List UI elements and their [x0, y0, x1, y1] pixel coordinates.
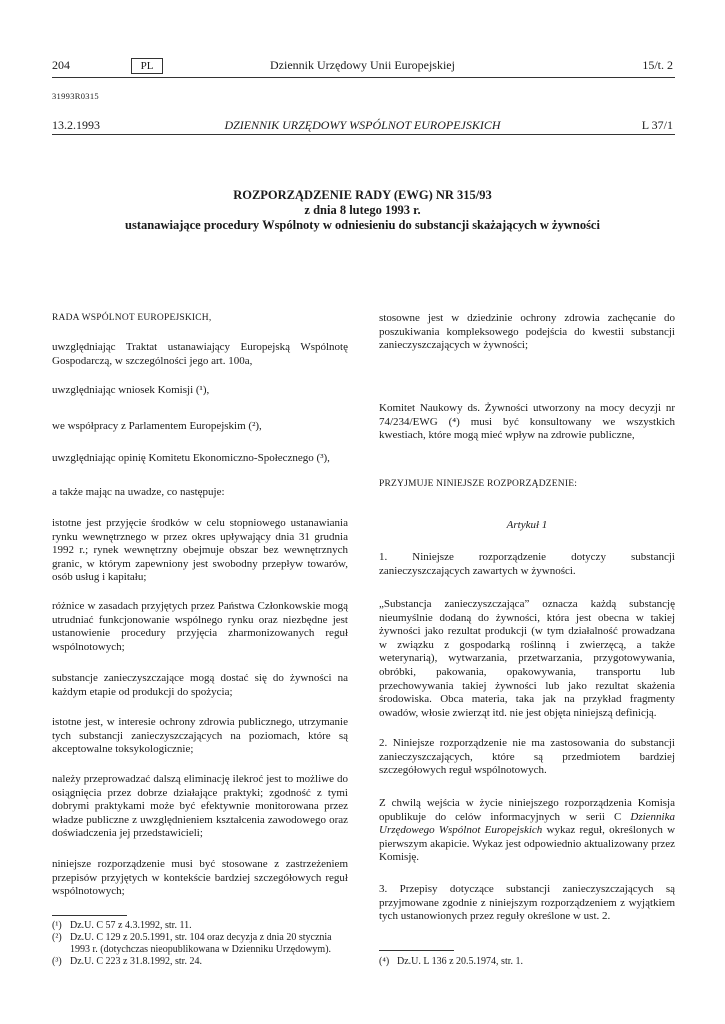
recital-public-health: istotne jest, w interesie ochrony zdrowia publicznego, utrzymanie tych substancji zanieczyszczających na poziomach, które są akceptowalne toksykologicznie; — [52, 716, 348, 756]
article-1-paragraph-2: 2. Niniejsze rozporządzenie nie ma zastosowania do substancji zanieczyszczających, które są przedmiotem bardziej szczegółowych reguł wspólnotowych. — [379, 737, 675, 777]
footnote-3: (³) Dz.U. C 223 z 31.8.1992, str. 24. — [52, 956, 202, 967]
left-footnote-separator — [52, 915, 127, 916]
footnote-1: (¹) Dz.U. C 57 z 4.3.1992, str. 11. — [52, 920, 192, 931]
publication-date: 13.2.1993 — [52, 118, 100, 132]
header-divider — [52, 77, 675, 78]
adopts-heading: PRZYJMUJE NINIEJSZE ROZPORZĄDZENIE: — [379, 479, 578, 489]
regulation-date: z dnia 8 lutego 1993 r. — [304, 203, 421, 217]
article-1-paragraph-3: 3. Przepisy dotyczące substancji zanieczyszczających są przyjmowane zgodnie z niniejszym rozporządzeniem z wyjątkiem tych ustanowionych przez reguły określone w ust. 2. — [379, 883, 675, 923]
celex-number: 31993R0315 — [52, 91, 99, 101]
right-footnote-separator — [379, 950, 454, 951]
recital-parliament: we współpracy z Parlamentem Europejskim (²), — [52, 420, 262, 432]
footnote-4: (⁴) Dz.U. L 136 z 20.5.1974, str. 1. — [379, 956, 524, 967]
council-heading: RADA WSPÓLNOT EUROPEJSKICH, — [52, 313, 212, 323]
oj-reference: L 37/1 — [641, 118, 673, 132]
recital-whereas: a także mając na uwadze, co następuje: — [52, 486, 225, 498]
journal-name-italic: Dziennika Urzędowego Wspólnot Europejskich — [379, 810, 675, 837]
volume-reference: 15/t. 2 — [642, 58, 673, 72]
article-1-heading: Artykuł 1 — [506, 519, 548, 531]
footnote-ref-4: (⁴) — [448, 415, 460, 428]
article-1-publication: Z chwilą wejścia w życie niniejszego rozporządzenia Komisja opublikuje do celów informacyjnych w serii C Dziennika Urzędowego Wspólnot Europejskich wykaz reguł, określonych w pierwszym akapicie. Wykaz jest odpowiednio aktualizowany przez Komisję. — [379, 797, 676, 864]
regulation-title: ROZPORZĄDZENIE RADY (EWG) NR 315/93 — [233, 188, 492, 202]
oj-journal-title: DZIENNIK URZĘDOWY WSPÓLNOT EUROPEJSKICH — [224, 118, 501, 132]
footnote-ref-2: (²) — [248, 420, 260, 432]
oj-header-divider — [52, 134, 675, 135]
journal-name: Dziennik Urzędowy Unii Europejskiej — [270, 58, 455, 72]
recital-scientific-committee: Komitet Naukowy ds. Żywności utworzony na mocy decyzji nr 74/234/EWG (⁴) musi być konsultowany we wszystkich kwestiach, które mogą mieć wpływ na zdrowie publiczne, — [379, 402, 676, 442]
article-1-paragraph-1: 1. Niniejsze rozporządzenie dotyczy substancji zanieczyszczających zawartych w żywności. — [379, 551, 675, 577]
recital-contaminants: substancje zanieczyszczające mogą dostać się do żywności na każdym etapie od produkcji do spożycia; — [52, 672, 348, 698]
footnote-ref-1: (¹) — [195, 384, 207, 396]
regulation-subject: ustanawiające procedury Wspólnoty w odniesieniu do substancji skażających w żywności — [125, 218, 600, 232]
recital-specific-rules: niniejsze rozporządzenie musi być stosowane z zastrzeżeniem przepisów przyjętych w kontekście bardziej szczegółowych reguł wspólnotowych; — [52, 858, 348, 898]
footnote-ref-3: (³) — [316, 452, 328, 464]
recital-holistic-approach: stosowne jest w dziedzinie ochrony zdrowia zachęcanie do poszukiwania kompleksowego podejścia do kwestii substancji zanieczyszczających w żywności; — [379, 312, 675, 352]
recital-commission: uwzględniając wniosek Komisji (¹), — [52, 384, 210, 396]
recital-internal-market: istotne jest przyjęcie środków w celu stopniowego ustanawiania rynku wewnętrznego w przez okres upływający dnia 31 grudnia 1992 r.; rynek wewnętrzny obejmuje obszar bez wewnętrznych granic, w którym zapewniony jest swobodny przepływ towarów, osób usług i kapitału; — [52, 517, 348, 584]
language-badge: PL — [131, 58, 163, 74]
recital-treaty: uwzględniając Traktat ustanawiający Europejską Wspólnotę Gospodarczą, w szczególności jego art. 100a, — [52, 341, 348, 367]
article-1-definition: „Substancja zanieczyszczająca” oznacza każdą substancję nieumyślnie dodaną do żywności, która jest obecna w takiej żywności jako rezultat produkcji (w tym działalność prowadzana w związku z gospodarką roślinną i zwierzęcą, a także weterynarią), wytwarzania, przetwarzania, przygotowywania, obróbki, pakowania, opakowywania, transportu lub przechowywania takiej żywności lub jako rezultat skażenia środowiska. Obca materia, taka jak na przykład fragmenty owadów, włosie zwierząt itd. nie jest objęta niniejszą definicją. — [379, 598, 675, 719]
page-number: 204 — [52, 58, 70, 72]
recital-good-practice: należy przeprowadzać dalszą eliminację ilekroć jest to możliwe do osiągnięcia przez dobrze działające praktyki; zgodność z tymi dobrymi praktykami może być efektywnie monitorowana przez władze publiczne z uwzględnieniem kształcenia zawodowego oraz doświadczenia jej przedstawicieli; — [52, 773, 348, 840]
recital-differences: różnice w zasadach przyjętych przez Państwa Członkowskie mogą utrudniać funkcjonowanie wspólnego rynku oraz niezbędne jest ustanowienie procedury przyjęcia zharmonizowanych reguł wspólnotowych; — [52, 600, 348, 653]
recital-ecosoc: uwzględniając opinię Komitetu Ekonomiczno-Społecznego (³), — [52, 452, 330, 464]
footnote-2: (²) Dz.U. C 129 z 20.5.1991, str. 104 oraz decyzja z dnia 20 stycznia 1993 r. (dotychczas nieopublikowana w Dzienniku Urzędowym). — [52, 932, 332, 955]
